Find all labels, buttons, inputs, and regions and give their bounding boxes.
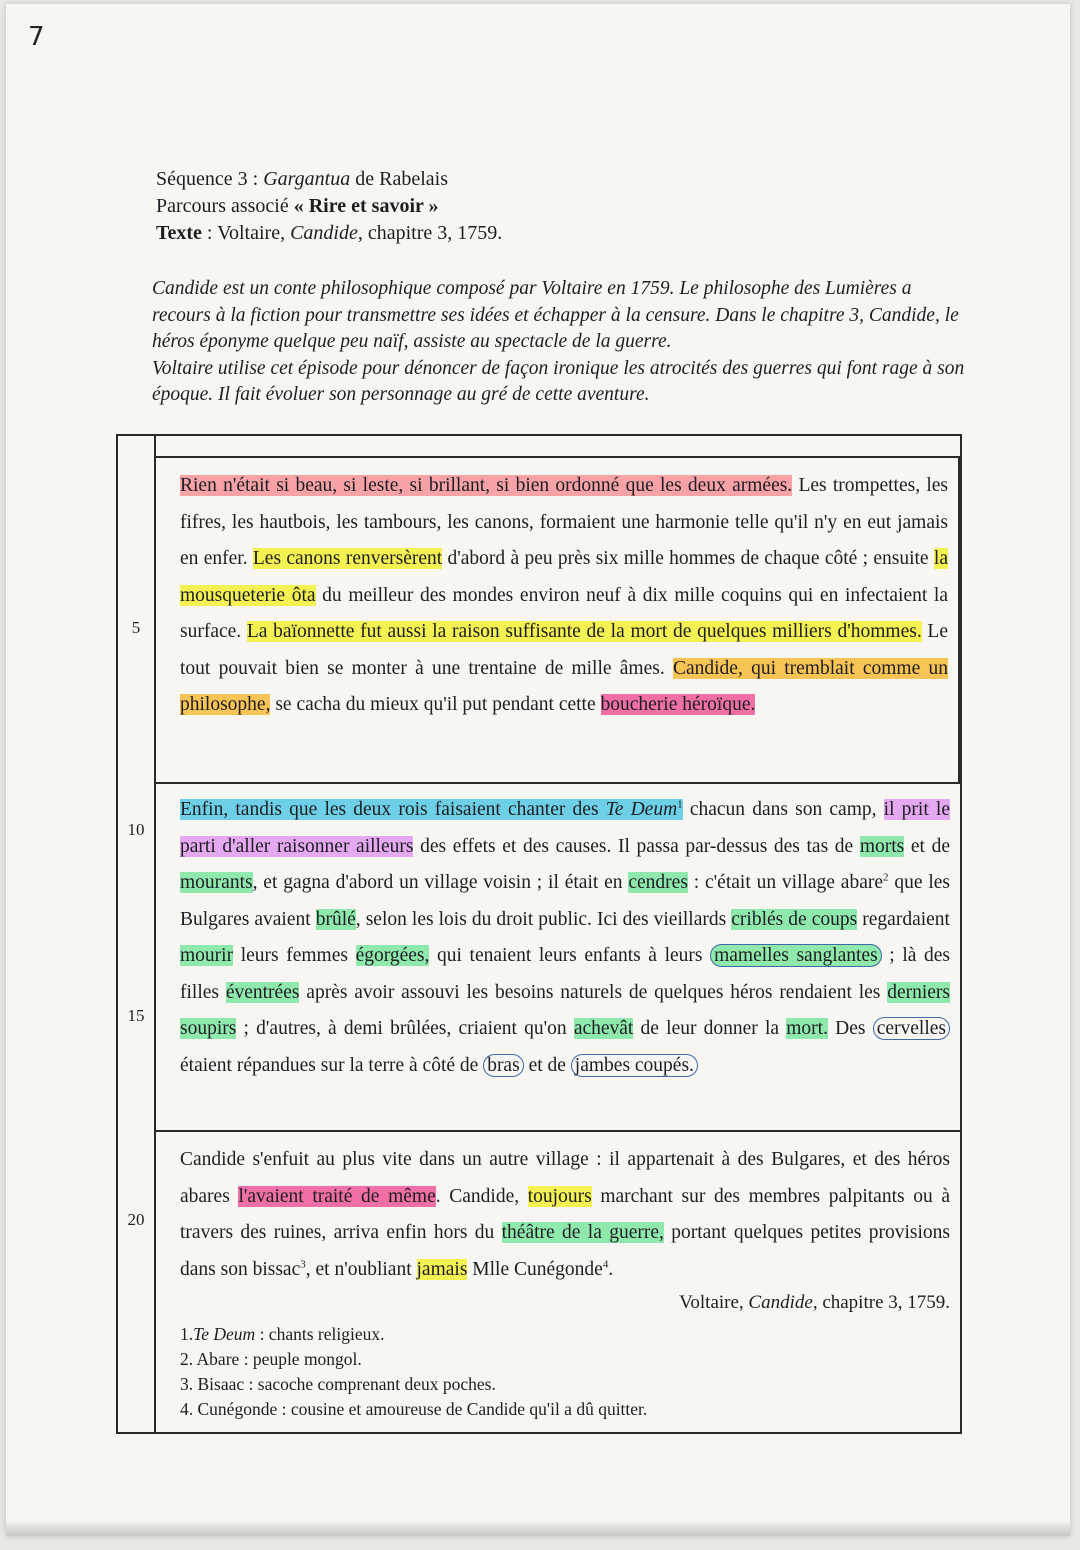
- text-paragraph-1: Rien n'était si beau, si leste, si brillant, si bien ordonné que les deux armées. Les trompettes, les fifres, les hautbois, les tambours, les canons, formaient une harmonie telle qu'il n'y en eut jamais en enfer. Les canons renversèrent d'abord à peu près six mille hommes de chaque côté ; ensuite la mousqueterie ôta du meilleur des mondes environ neuf à dix mille coquins qui en infectaient la surface. La baïonnette fut aussi la raison suffisante de la mort de quelques milliers d'hommes. Le tout pouvait bien se monter à une trentaine de mille âmes. Candide, qui tremblait comme un philosophe, se cacha du mieux qu'il put pendant cette boucherie héroïque.: [156, 456, 960, 784]
- circled-word: jambes coupés.: [571, 1054, 698, 1077]
- work-title: Gargantua: [263, 168, 351, 190]
- footnote: 3. Bisaac : sacoche comprenant deux poches.: [180, 1374, 496, 1394]
- highlight: toujours: [527, 1185, 592, 1207]
- highlight: derniers soupirs: [180, 981, 950, 1039]
- highlight: Rien n'était si beau, si leste, si brillant, si bien ordonné que les deux armées.: [180, 475, 793, 496]
- circled-word: bras: [483, 1054, 524, 1077]
- highlight: éventrées: [225, 981, 300, 1003]
- sequence-line: Séquence 3 : Gargantua de Rabelais: [156, 168, 448, 190]
- texte-line: Texte : Voltaire, Candide, chapitre 3, 1759.: [156, 222, 503, 244]
- highlight: mourir: [180, 945, 234, 966]
- line-number: 20: [127, 1210, 145, 1229]
- line-number: 5: [131, 618, 141, 637]
- highlight: jamais: [416, 1258, 468, 1280]
- text-extract-box: [116, 434, 962, 1434]
- intro-paragraph: Voltaire utilise cet épisode pour dénoncer de façon ironique les atrocités des guerres qui font rage à son époque. Il fait évoluer son personnage au gré de cette aventure.: [152, 357, 965, 405]
- footnote: 4. Cunégonde : cousine et amoureuse de Candide qu'il a dû quitter.: [180, 1399, 648, 1419]
- intro-paragraph: Candide est un conte philosophique composé par Voltaire en 1759. Le philosophe des Lumières a recours à la fiction pour transmettre ses idées et échapper à la censure. Dans le chapitre 3, Candide, le héros éponyme quelque peu naïf, assiste au spectacle de la guerre.: [152, 278, 959, 352]
- circled-word: cervelles: [873, 1017, 950, 1040]
- header-block: [156, 166, 502, 247]
- highlight: achevât: [573, 1018, 634, 1039]
- footnote: 1.Te Deum : chants religieux.: [180, 1324, 385, 1344]
- highlight: brûlé: [315, 908, 356, 930]
- line-number: 15: [127, 1006, 145, 1025]
- footnote: 2. Abare : peuple mongol.: [180, 1349, 362, 1369]
- highlight: Candide, qui tremblait comme un philosophe,: [180, 657, 948, 715]
- highlight: cendres: [628, 872, 688, 893]
- highlight: Les canons renversèrent: [252, 548, 443, 569]
- highlight: mort.: [786, 1018, 828, 1039]
- highlight: l'avaient traité de même: [238, 1185, 436, 1207]
- highlight: il prit le parti d'aller raisonner ailleurs: [180, 799, 950, 857]
- highlight: égorgées,: [355, 945, 430, 966]
- document-page: [6, 4, 1070, 1536]
- highlight: mourants: [180, 872, 253, 893]
- highlight: mamelles sanglantes: [710, 944, 882, 967]
- highlight: La baïonnette fut aussi la raison suffisante de la mort de quelques milliers d'hommes.: [246, 621, 922, 642]
- page-bottom-edge: [6, 1522, 1070, 1536]
- footnotes: [180, 1322, 950, 1422]
- line-number: 10: [127, 820, 145, 839]
- introduction: [152, 276, 972, 409]
- text-paragraph-2: Enfin, tandis que les deux rois faisaient chanter des Te Deum$^1$ chacun dans son camp, il prit le parti d'aller raisonner ailleurs des effets et des causes. Il passa par-dessus des tas de morts et de mourants, et gagna d'abord un village voisin ; il était en cendres : c'était un village abare$^2$ que les Bulgares avaient brûlé, selon les lois du droit public. Ici des vieillards criblés de coups regardaient mourir leurs femmes égorgées, qui tenaient leurs enfants à leurs mamelles sanglantes ; là des filles éventrées après avoir assouvi les besoins naturels de quelques héros rendaient les derniers soupirs ; d'autres, à demi brûlées, criaient qu'on achevât de leur donner la mort. Des cervelles étaient répandues sur la terre à côté de bras et de jambes coupés.: [156, 782, 960, 1132]
- highlight: théâtre de la guerre,: [501, 1222, 664, 1243]
- highlight: la mousqueterie ôta: [180, 548, 948, 606]
- parcours-line: Parcours associé « Rire et savoir »: [156, 195, 439, 217]
- highlight: morts: [859, 835, 905, 857]
- text-paragraph-3: Candide s'enfuit au plus vite dans un autre village : il appartenait à des Bulgares, et des héros abares l'avaient traité de même. Candide, toujours marchant sur des membres palpitants ou à travers des ruines, arriva enfin hors du théâtre de la guerre, portant quelques petites provisions dans son bissac$^3$, et n'oubliant jamais Mlle Cunégonde$^4$. Voltaire, Candide, chapitre 3, 1759. 1.Te Deum : chants religieux. 2. Abare : peuple mongol. 3. Bisaac : sacoche comprenant deux poches. 4. Cunégonde : cousine et amoureuse de Candide qu'il a dû quitter.: [156, 1132, 960, 1434]
- highlight: Enfin, tandis que les deux rois faisaient chanter des Te Deum$^1$: [180, 798, 683, 820]
- highlight: boucherie héroïque.: [600, 694, 756, 715]
- source-signature: Voltaire, Candide, chapitre 3, 1759.: [679, 1292, 950, 1313]
- parcours-title: « Rire et savoir »: [293, 195, 439, 217]
- highlight: criblés de coups: [731, 908, 858, 930]
- page-number: 7: [28, 22, 45, 52]
